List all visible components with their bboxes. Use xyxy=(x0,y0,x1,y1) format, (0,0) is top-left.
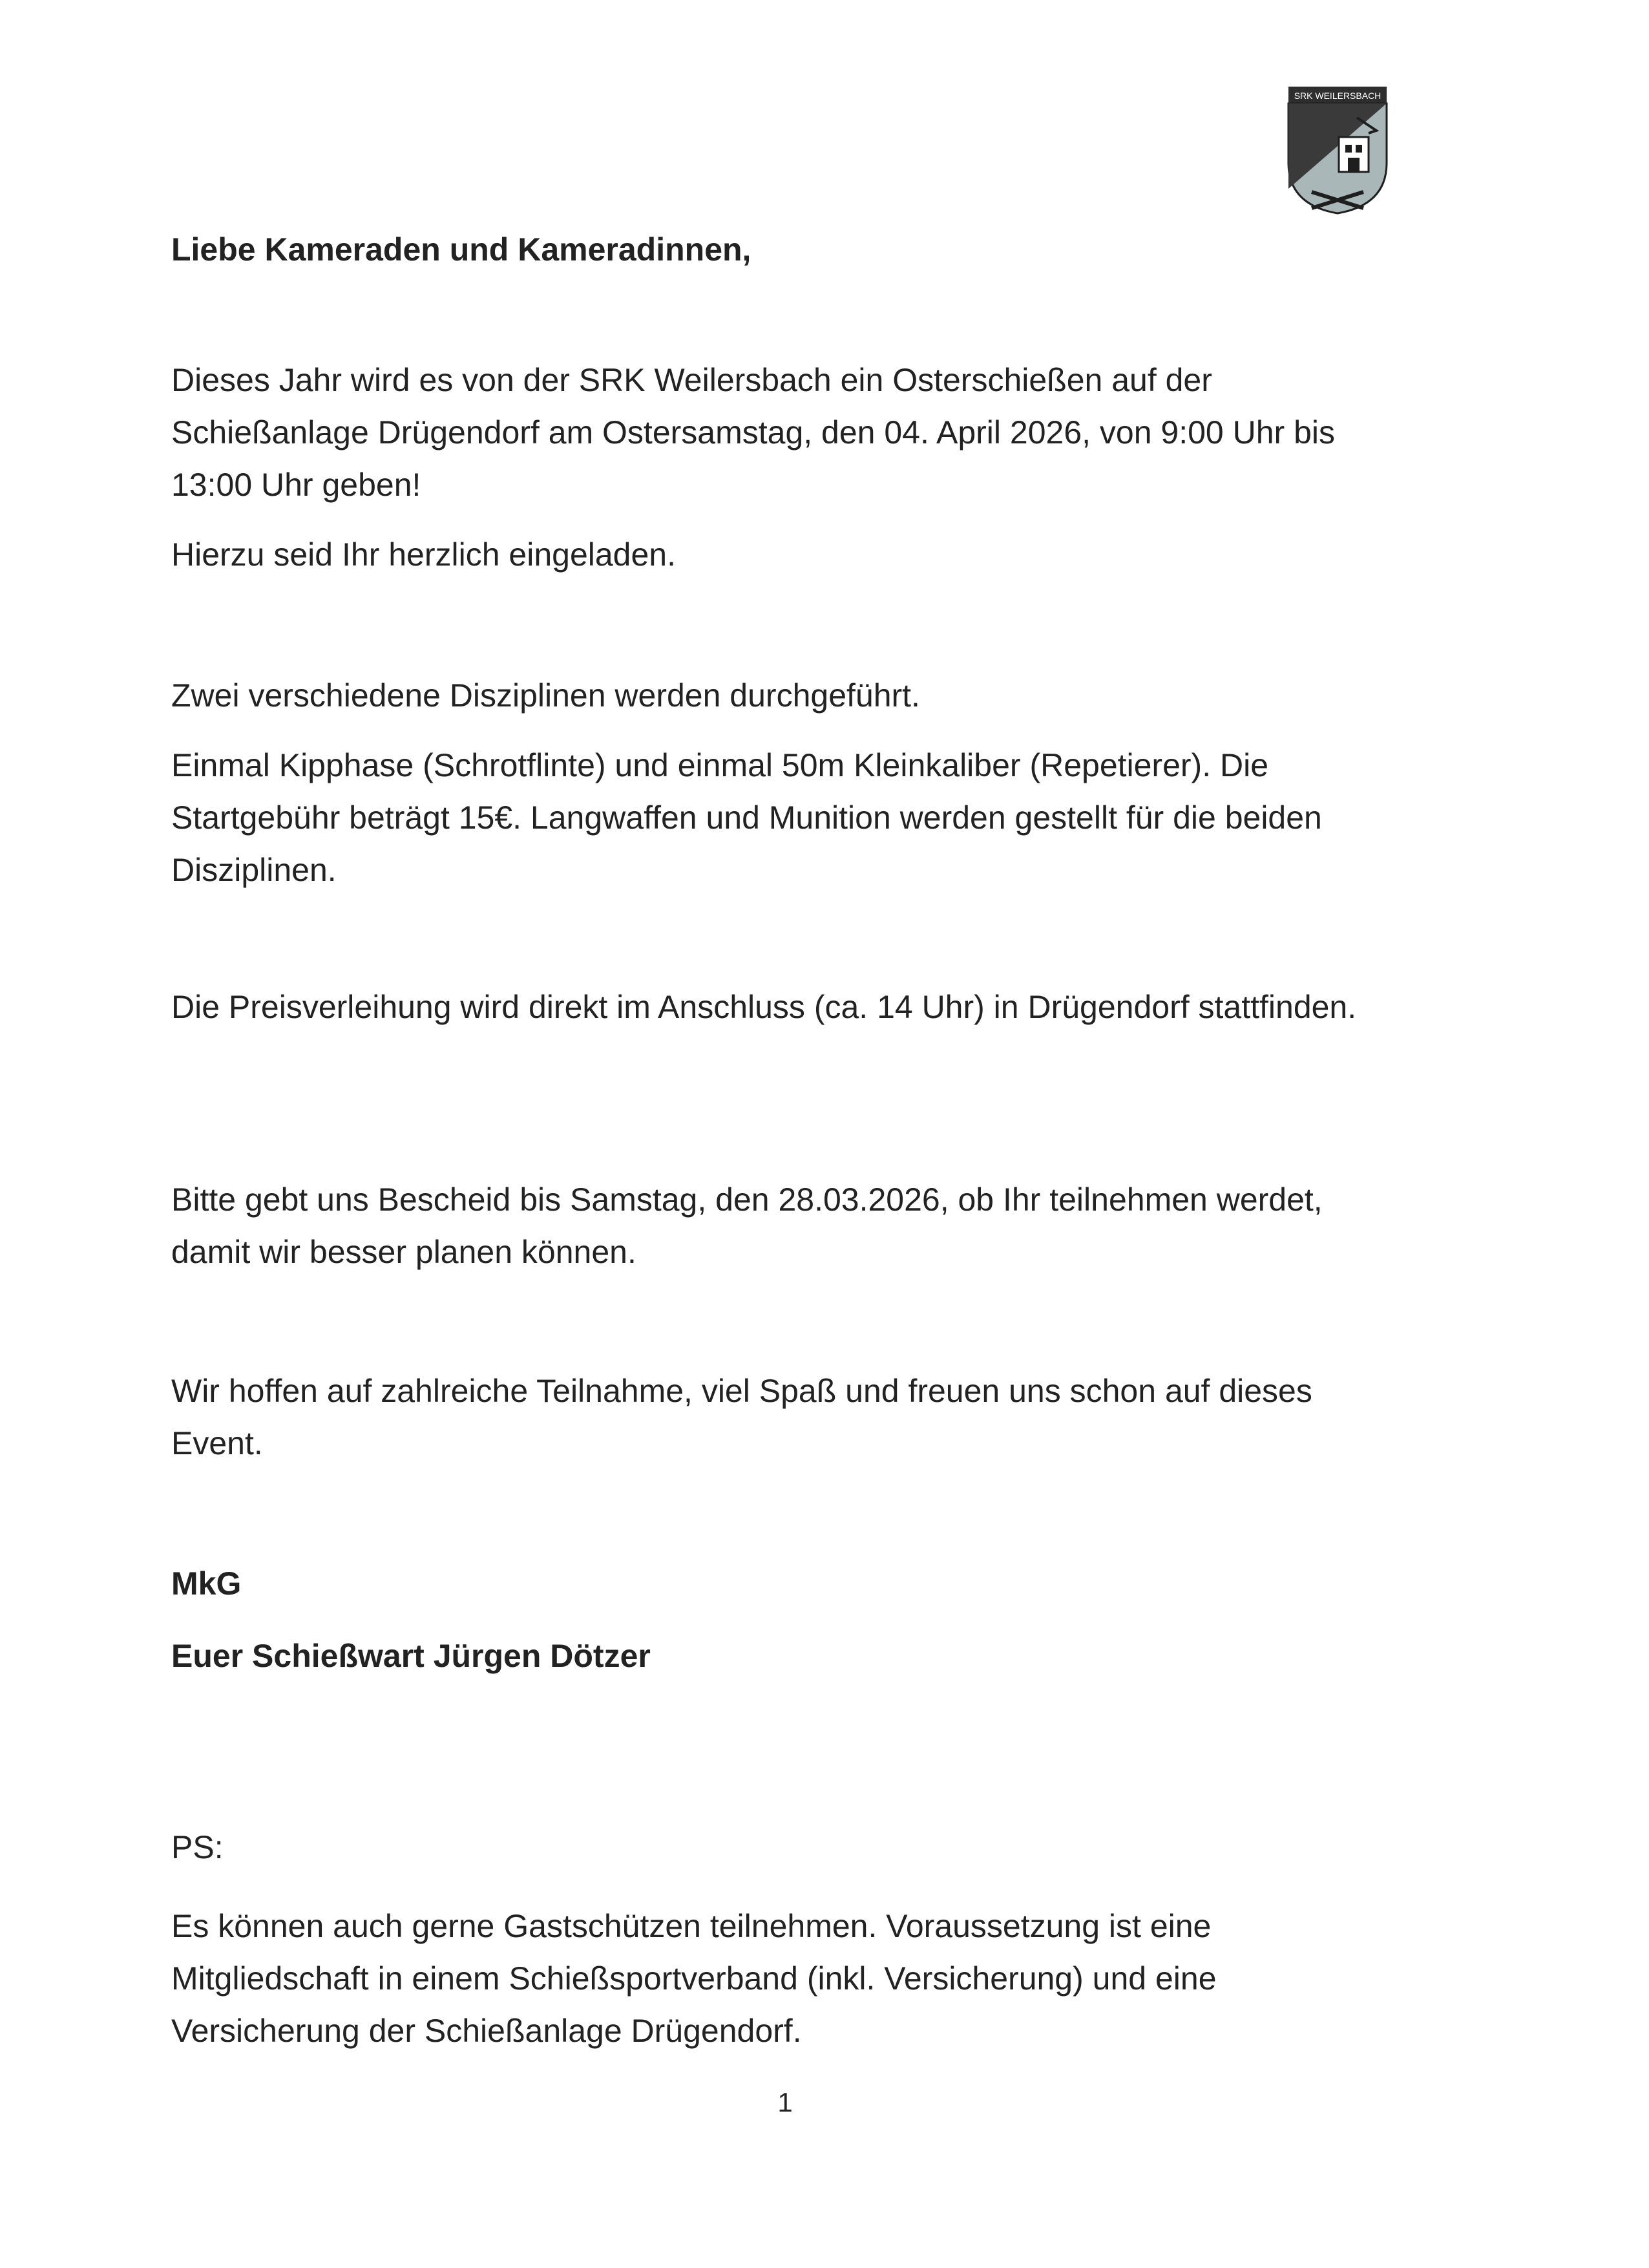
logo-text: SRK WEILERSBACH xyxy=(1294,90,1381,101)
ps-label: PS: xyxy=(171,1829,224,1865)
paragraph-hope: Wir hoffen auf zahlreiche Teilnahme, viel Spaß und freuen uns schon auf dieses Event. xyxy=(171,1373,1312,1461)
paragraph-award: Die Preisverleihung wird direkt im Anschluss (ca. 14 Uhr) in Drügendorf stattfinden. xyxy=(171,989,1357,1025)
paragraph-disciplines: Zwei verschiedene Disziplinen werden durchgeführt. xyxy=(171,677,920,714)
paragraph-invitation: Hierzu seid Ihr herzlich eingeladen. xyxy=(171,536,676,573)
club-crest-icon xyxy=(1286,85,1389,215)
paragraph-rsvp: Bitte gebt uns Bescheid bis Samstag, den 28.03.2026, ob Ihr teilnehmen werdet, damit wir besser planen können. xyxy=(171,1182,1323,1270)
closing: MkG xyxy=(171,1565,242,1602)
paragraph-intro: Dieses Jahr wird es von der SRK Weilersbach ein Osterschießen auf der Schießanlage Drügendorf am Ostersamstag, den 04. April 2026, von 9:00 Uhr bis 13:00 Uhr geben! xyxy=(171,362,1336,503)
ps-text: Es können auch gerne Gastschützen teilnehmen. Voraussetzung ist eine Mitgliedschaft in einem Schießsportverband (inkl. Versicherung) und eine Versicherung der Schießanlage Drügendorf. xyxy=(171,1908,1217,2049)
paragraph-details: Einmal Kipphase (Schrotflinte) und einmal 50m Kleinkaliber (Repetierer). Die Startgebühr beträgt 15€. Langwaffen und Munition werden gestellt für die beiden Disziplinen. xyxy=(171,747,1322,888)
greeting: Liebe Kameraden und Kameradinnen, xyxy=(171,231,751,268)
page-number: 1 xyxy=(777,2087,793,2117)
signature: Euer Schießwart Jürgen Dötzer xyxy=(171,1638,651,1674)
